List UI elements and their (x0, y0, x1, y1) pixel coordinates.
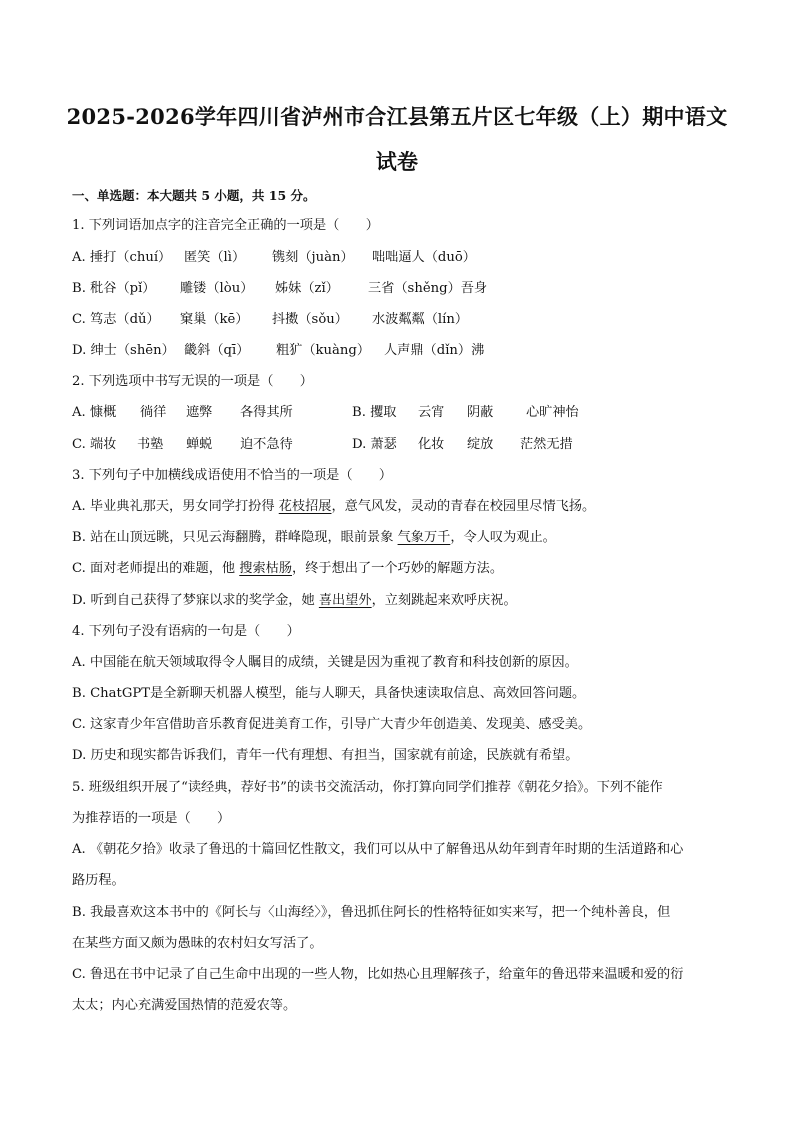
q3-option-b (72, 529, 556, 547)
q1-option-word: 畿斜（qī） (184, 343, 250, 358)
q2-option-b: B. 攫取 (352, 405, 397, 420)
q3-option-a (72, 498, 595, 516)
option-text: ，意气风发，灵动的青春在校园里尽情飞扬。 (331, 499, 596, 514)
underlined-idiom: 喜出望外 (318, 593, 372, 608)
q5-option-b-line2: 在某些方面又颇为愚昧的农村妇女写活了。 (72, 936, 323, 951)
section-heading: 一、单选题：本大题共 5 小题，共 15 分。 (72, 188, 316, 203)
exam-title-line2: 试卷 (375, 149, 419, 174)
q1-option-word: 雕镂（lòu） (180, 281, 254, 296)
q1-option-word: 水波粼粼（lín） (372, 312, 469, 327)
q5-option-b-line1: B. 我最喜欢这本书中的《阿长与〈山海经〉》，鲁迅抓住阿长的性格特征如实来写，把一个纯朴善良，但 (72, 905, 671, 920)
q4-option-a: A. 中国能在航天领域取得令人瞩目的成绩，关键是因为重视了教育和科技创新的原因。 (72, 655, 578, 670)
q1-option-word: 人声鼎（dǐn）沸 (384, 343, 485, 358)
q4-option-d: D. 历史和现实都告诉我们，青年一代有理想、有担当，国家就有前途，民族就有希望。 (72, 748, 579, 763)
q5-option-c-line2: 太太；内心充满爱国热情的范爱农等。 (72, 998, 297, 1013)
q1-option-b: B. 秕谷（pǐ） (72, 281, 156, 296)
exam-title-line1: 2025-2026学年四川省泸州市合江县第五片区七年级（上）期中语文 (66, 104, 728, 129)
q1-option-word: 姊妹（zǐ） (275, 281, 339, 296)
q4-option-c: C. 这家青少年宫借助音乐教育促进美育工作，引导广大青少年创造美、发现美、感受美。 (72, 717, 592, 732)
q1-option-d: D. 绅士（shēn） (72, 343, 175, 358)
q5-option-a-line1: A. 《朝花夕拾》收录了鲁迅的十篇回忆性散文，我们可以从中了解鲁迅从幼年到青年时期的生活道路和心 (72, 842, 684, 857)
q2-option-word: 书塾 (137, 437, 164, 452)
q2-option-a: A. 慷概 (72, 405, 117, 420)
q2-option-word: 化妆 (418, 437, 445, 452)
q1-stem: 1. 下列词语加点字的注音完全正确的一项是（ ） (72, 218, 379, 233)
q2-option-c: C. 端妆 (72, 437, 117, 452)
option-text: ，令人叹为观止。 (450, 530, 556, 545)
q1-option-word: 窠巢（kē） (180, 312, 249, 327)
q1-option-word: 匿笑（lì） (184, 250, 246, 265)
q1-option-word: 粗犷（kuàng） (276, 343, 371, 358)
q2-option-word: 各得其所 (240, 405, 293, 420)
q1-option-c: C. 笃志（dǔ） (72, 312, 160, 327)
q5-stem-line2: 为推荐语的一项是（ ） (72, 811, 231, 826)
q2-option-word: 迫不急待 (240, 437, 293, 452)
q3-stem: 3. 下列句子中加横线成语使用不恰当的一项是（ ） (72, 468, 393, 483)
underlined-idiom: 搜索枯肠 (239, 561, 293, 576)
option-text: A. 毕业典礼那天，男女同学打扮得 (72, 499, 279, 514)
q2-option-word: 蝉蜕 (186, 437, 213, 452)
option-text: ，终于想出了一个巧妙的解题方法。 (292, 561, 504, 576)
q2-option-word: 遮弊 (186, 405, 213, 420)
q5-option-c-line1: C. 鲁迅在书中记录了自己生命中出现的一些人物，比如热心且理解孩子，给童年的鲁迅带来温暖和爱的衍 (72, 967, 684, 982)
option-text: D. 听到自己获得了梦寐以求的奖学金，她 (72, 593, 319, 608)
option-text: B. 站在山顶远眺，只见云海翻腾，群峰隐现，眼前景象 (72, 530, 398, 545)
q2-option-d: D. 萧瑟 (352, 437, 397, 452)
q3-option-d (72, 592, 517, 610)
q2-option-word: 心旷神怡 (526, 405, 579, 420)
q2-option-word: 绽放 (467, 437, 494, 452)
q3-option-c (72, 560, 503, 578)
q1-option-word: 三省（shěng）吾身 (368, 281, 488, 296)
option-text: C. 面对老师提出的难题，他 (72, 561, 240, 576)
q2-option-word: 徜徉 (140, 405, 167, 420)
q1-option-a: A. 捶打（chuí） (72, 250, 172, 265)
q2-option-word: 茫然无措 (520, 437, 573, 452)
q1-option-word: 镌刻（juàn） (272, 250, 354, 265)
q2-stem: 2. 下列选项中书写无误的一项是（ ） (72, 374, 313, 389)
q2-option-word: 阴蔽 (467, 405, 494, 420)
option-text: ，立刻跳起来欢呼庆祝。 (371, 593, 517, 608)
q5-option-a-line2: 路历程。 (72, 873, 125, 888)
q4-option-b: B. ChatGPT是全新聊天机器人模型，能与人聊天，具备快速读取信息、高效回答问题。 (72, 686, 586, 701)
q4-stem: 4. 下列句子没有语病的一句是（ ） (72, 624, 300, 639)
q2-option-word: 云宵 (418, 405, 445, 420)
q1-option-word: 咄咄逼人（duō） (372, 250, 476, 265)
underlined-idiom: 花枝招展 (278, 499, 332, 514)
q5-stem-line1: 5. 班级组织开展了“读经典，荐好书”的读书交流活动，你打算向同学们推荐《朝花夕拾》。下列不能作 (72, 780, 663, 795)
q1-option-word: 抖擞（sǒu） (272, 312, 348, 327)
underlined-idiom: 气象万千 (397, 530, 451, 545)
